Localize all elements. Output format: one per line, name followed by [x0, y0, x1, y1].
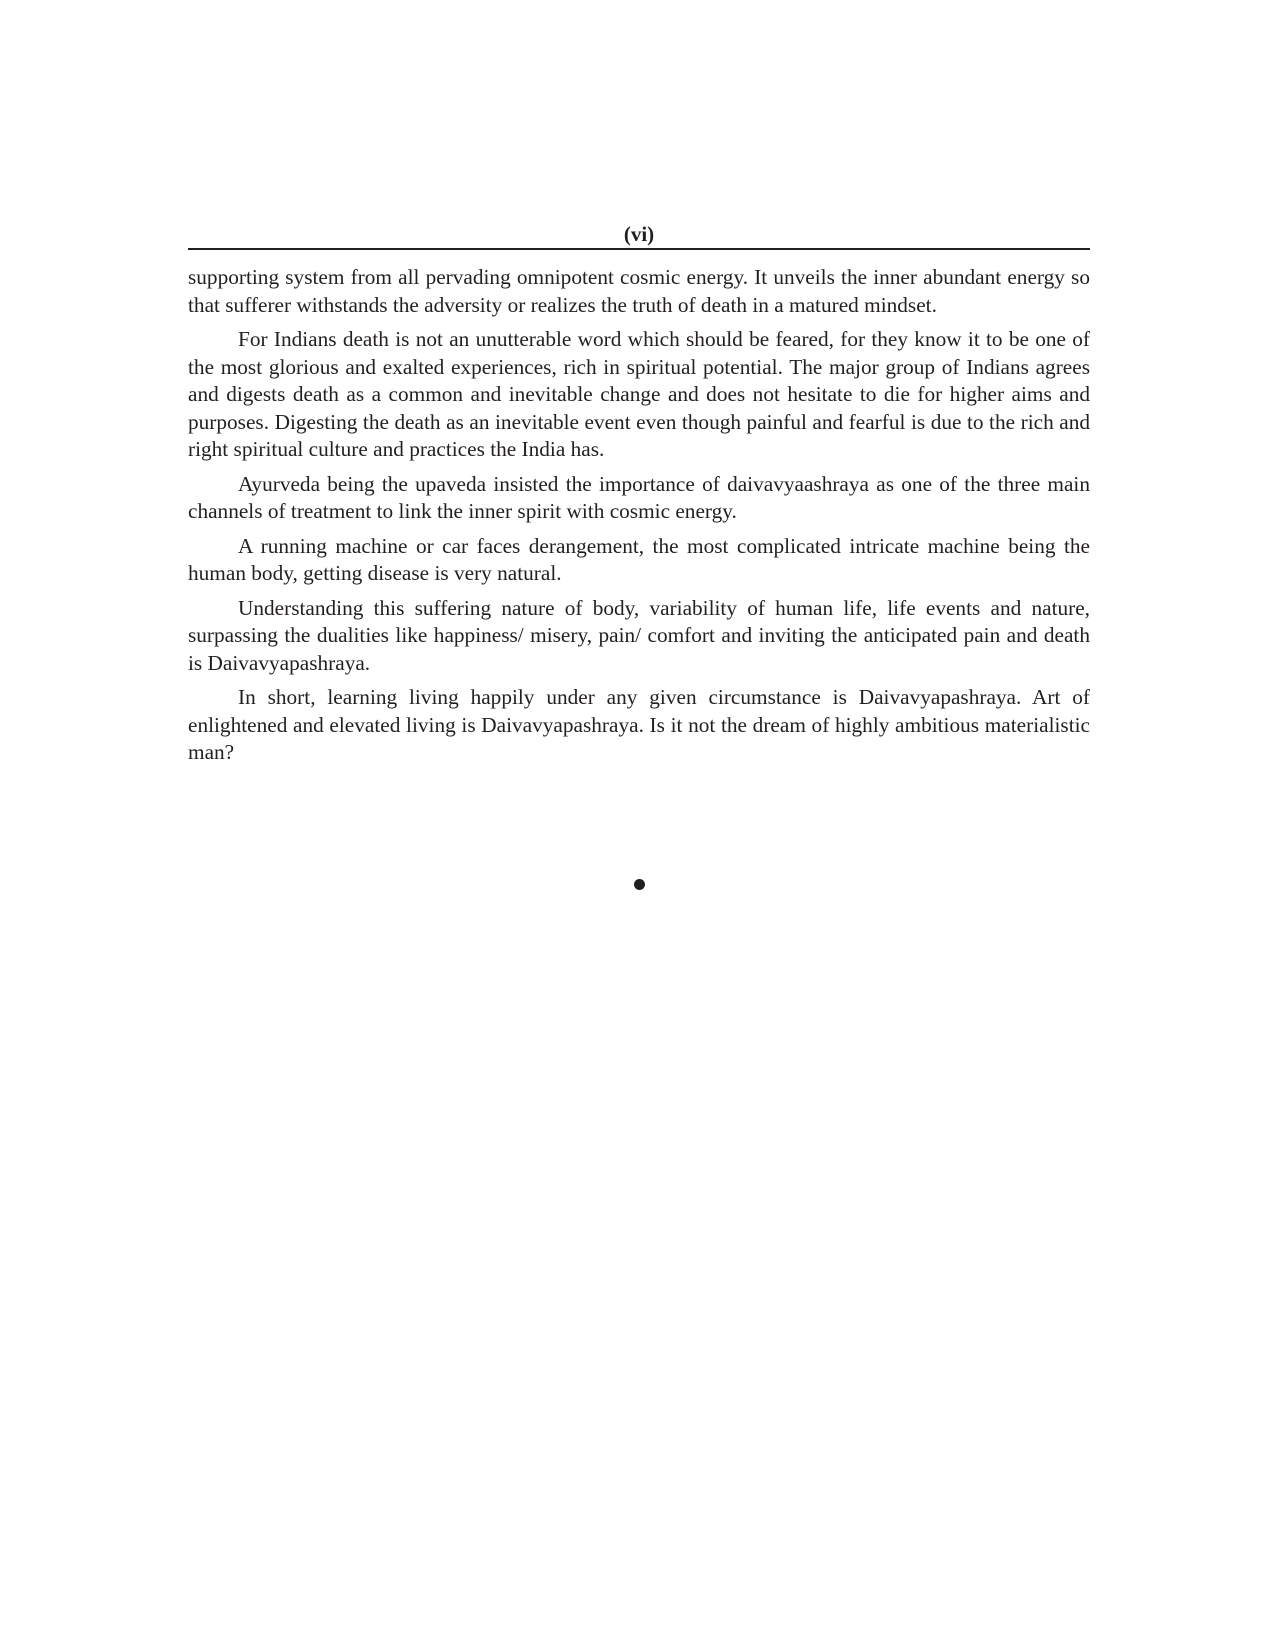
paragraph-ayurveda: Ayurveda being the upaveda insisted the importance of daivavyaashraya as one of the three main channels of treatment to link the inner spirit with cosmic energy. — [188, 471, 1090, 523]
body-text — [188, 264, 1090, 774]
page-header — [188, 222, 1090, 250]
paragraph-continuation: supporting system from all pervading omnipotent cosmic energy. It unveils the inner abundant energy so that sufferer withstands the adversity or realizes the truth of death in a matured mindset. — [188, 265, 1090, 317]
page-number: (vi) — [623, 222, 655, 246]
paragraph-indians-death: For Indians death is not an unutterable word which should be feared, for they know it to be one of the most glorious and exalted experiences, rich in spiritual potential. The major group of Indians agrees and digests death as a common and inevitable change and does not hesitate to die for higher aims and purposes. Digesting the death as an inevitable event even though painful and fearful is due to the rich and right spiritual culture and practices the India has. — [188, 327, 1090, 461]
bullet-icon — [634, 879, 645, 890]
paragraph-running-machine: A running machine or car faces derangement, the most complicated intricate machine being the human body, getting disease is very natural. — [188, 533, 1090, 585]
paragraph-understanding: Understanding this suffering nature of body, variability of human life, life events and nature, surpassing the dualities like happiness/ misery, pain/ comfort and inviting the anticipated pain and death is Daivavyapashraya. — [188, 595, 1090, 675]
paragraph-in-short: In short, learning living happily under any given circumstance is Daivavyapashraya. Art of enlightened and elevated living is Daivavyapashraya. Is it not the dream of highly ambitious materialistic man? — [188, 685, 1090, 764]
